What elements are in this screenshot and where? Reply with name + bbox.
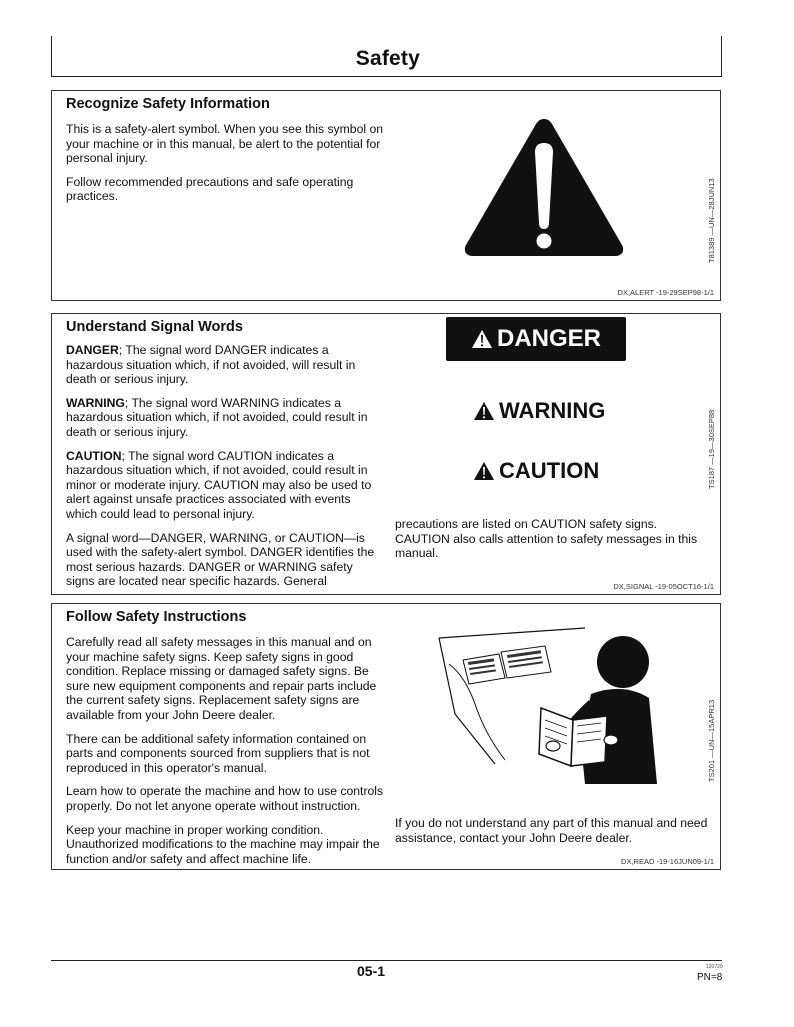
danger-sign <box>446 317 626 361</box>
paragraph-danger <box>66 343 381 387</box>
caution-sign-label: CAUTION <box>499 458 600 483</box>
image-reference: TS187 —19—30SEP88 <box>707 409 716 489</box>
section-body <box>66 122 391 213</box>
section-follow-safety-instructions <box>51 603 721 870</box>
image-reference: TS201 —UN—15APR13 <box>707 699 716 782</box>
page-title: Safety <box>355 47 420 70</box>
paragraph: There can be additional safety information contained on parts and components sourced from suppliers that is not reproduced in this operator's manual. <box>66 731 370 775</box>
document-reference: DX,READ -19-16JUN09-1/1 <box>621 857 714 866</box>
page-number: 05-1 <box>357 963 386 979</box>
page-pn: PN=8 <box>697 972 723 983</box>
paragraph: Follow recommended precautions and safe operating practices. <box>66 174 354 204</box>
section-recognize-safety-information <box>51 90 721 301</box>
paragraph: This is a safety-alert symbol. When you see this symbol on your machine or in this manual, be alert to the potential for personal injury. <box>66 122 383 166</box>
safety-alert-triangle-icon <box>460 113 628 261</box>
caution-definition: ; The signal word CAUTION indicates a hazardous situation which, if not avoided, could result in minor or moderate injury. CAUTION may also be used to alert against unsafe practices associated with events which could lead to personal injury. <box>66 448 372 521</box>
paragraph: precautions are listed on CAUTION safety signs. CAUTION also calls attention to safety messages in this manual. <box>395 517 698 561</box>
section-title: Understand Signal Words <box>66 319 243 335</box>
warning-alert-icon <box>473 401 495 421</box>
paragraph: Carefully read all safety messages in this manual and on your machine safety signs. Keep safety signs in good condition. Replace missing or damaged safety signs. Be sure new equipment components and repair parts include the current safety signs. Replacement safety signs are available from your John Deere dealer. <box>66 635 377 722</box>
caution-alert-icon <box>473 461 495 481</box>
paragraph-caution <box>66 449 381 522</box>
header-left-rule <box>51 36 52 76</box>
section-title: Follow Safety Instructions <box>66 609 247 625</box>
danger-sign-label: DANGER <box>496 325 601 352</box>
warning-term: WARNING <box>66 395 125 410</box>
danger-definition: ; The signal word DANGER indicates a hazardous situation which, if not avoided, will result in death or serious injury. <box>66 343 356 387</box>
warning-sign-label: WARNING <box>499 398 606 423</box>
section-understand-signal-words <box>51 313 721 595</box>
footer-rule <box>51 960 722 961</box>
paragraph-warning <box>66 396 381 440</box>
danger-term: DANGER <box>66 343 119 357</box>
warning-sign <box>473 398 605 424</box>
warning-definition: ; The signal word WARNING indicates a hazardous situation which, if not avoided, could result in death or serious injury. <box>66 395 368 439</box>
person-reading-manual-icon <box>435 624 695 792</box>
document-reference: DX,ALERT -19-29SEP98-1/1 <box>617 288 714 297</box>
section-title: Recognize Safety Information <box>66 96 270 112</box>
section-body <box>66 635 391 875</box>
header-rule <box>51 76 722 77</box>
caution-sign <box>473 458 599 484</box>
footer-code: 120720 <box>706 964 723 970</box>
section-body <box>66 343 381 598</box>
document-reference: DX,SIGNAL -19-05OCT16-1/1 <box>613 582 714 591</box>
header-right-rule <box>721 36 722 76</box>
section-body-right <box>395 816 715 854</box>
caution-term: CAUTION <box>66 448 122 463</box>
paragraph: A signal word—DANGER, WARNING, or CAUTION—is used with the safety-alert symbol. DANGER identifies the most serious hazards. DANGER or WARNING safety signs are located near specific hazards. General <box>66 530 375 589</box>
section-body-continued <box>395 517 713 570</box>
paragraph: Keep your machine in proper working condition. Unauthorized modifications to the machine may impair the function and/or safety and affect machine life. <box>66 822 380 866</box>
danger-alert-icon <box>471 329 493 349</box>
image-reference: T81389 —UN—28JUN13 <box>707 178 716 263</box>
paragraph: If you do not understand any part of this manual and need assistance, contact your John Deere dealer. <box>395 816 708 845</box>
paragraph: Learn how to operate the machine and how to use controls properly. Do not let anyone operate without instruction. <box>66 784 384 813</box>
